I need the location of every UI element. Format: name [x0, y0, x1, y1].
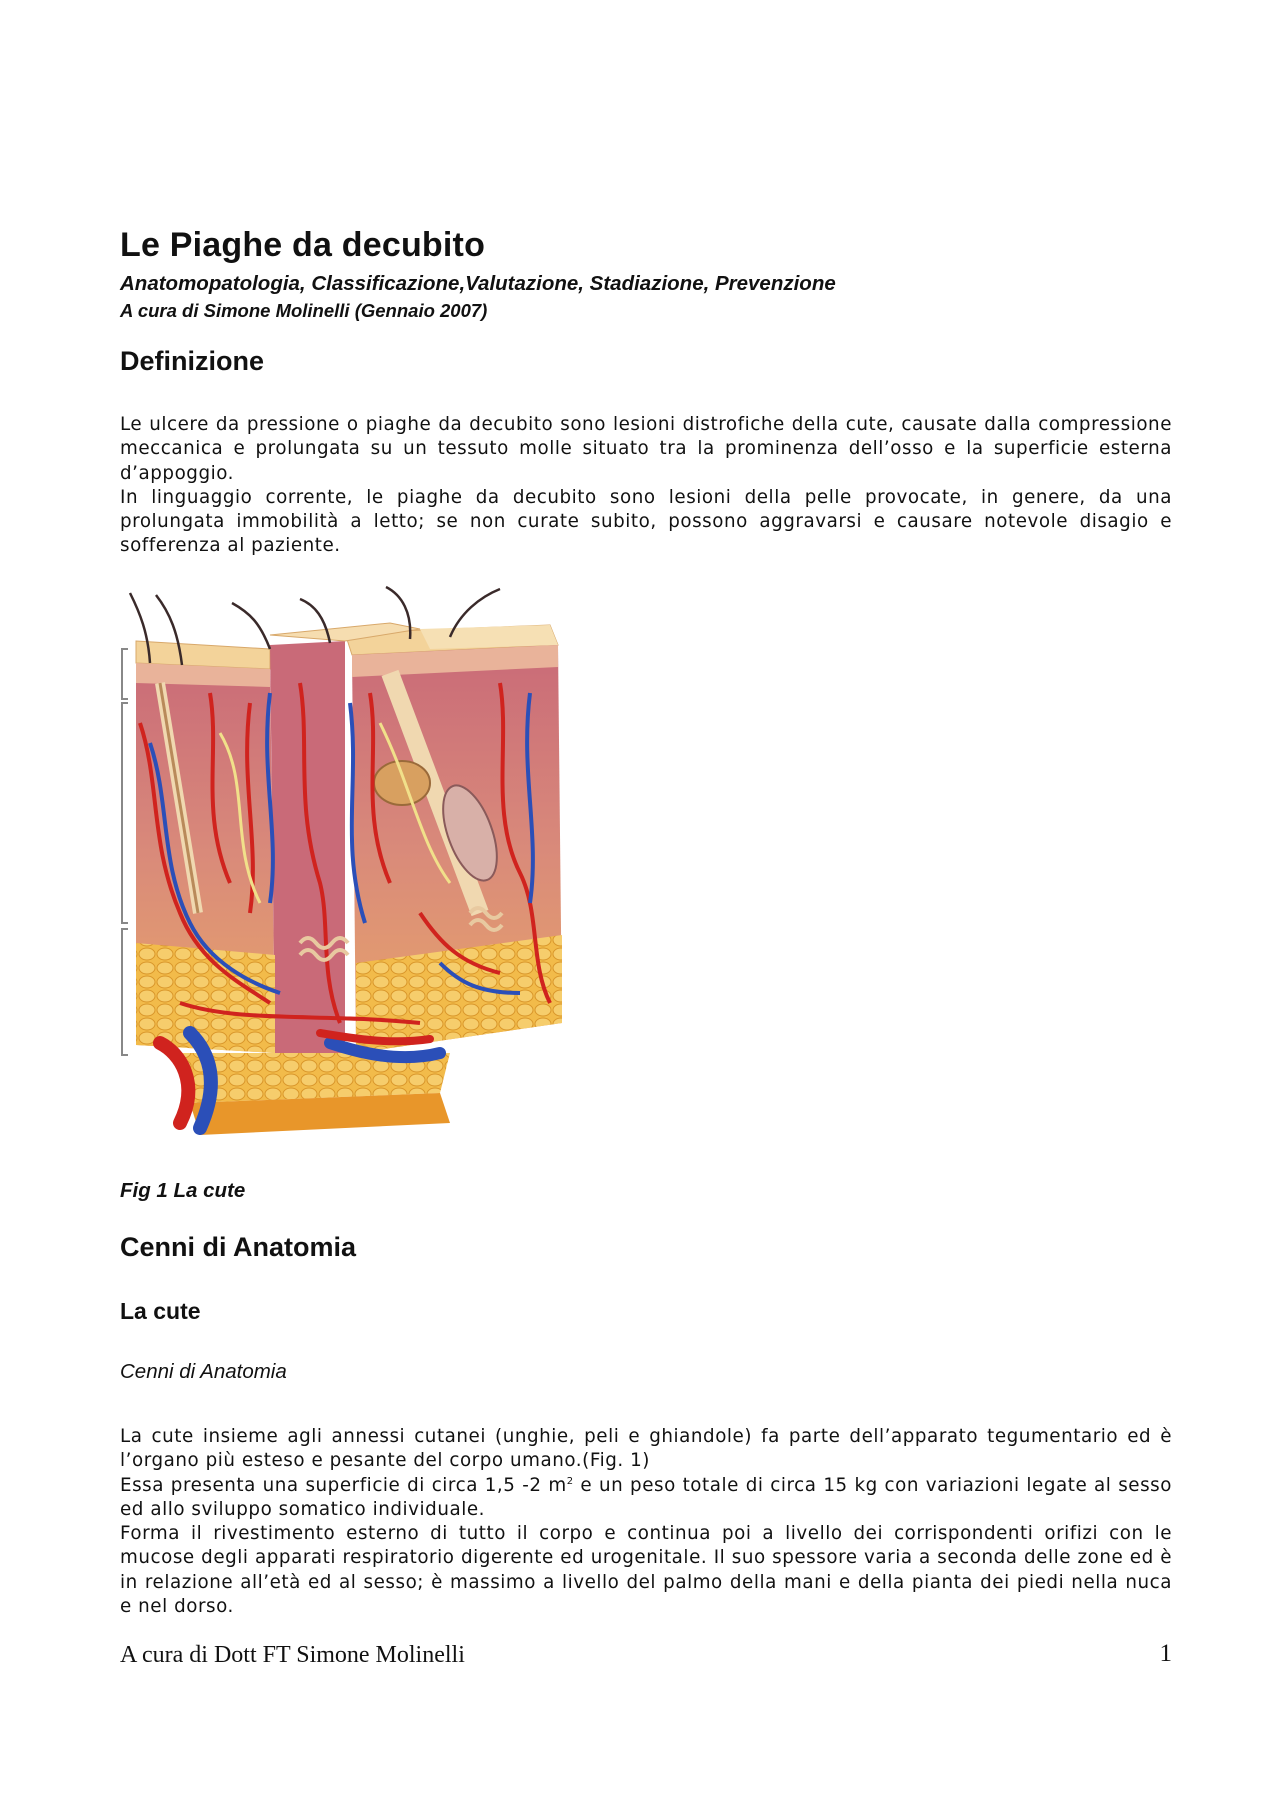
document-title: Le Piaghe da decubito — [120, 226, 486, 264]
superscript: 2 — [566, 1475, 574, 1487]
footer-author: A cura di Dott FT Simone Molinelli — [120, 1642, 465, 1668]
skin-cross-section-icon — [120, 583, 562, 1135]
section-heading-cenni-di-anatomia: Cenni di Anatomia — [120, 1232, 357, 1262]
definizione-paragraph-1: Le ulcere da pressione o piaghe da decubito sono lesioni distrofiche della cute, causate dalla compressione meccanica e prolungata su un tessuto molle situato tra la prominenza dell’osso e la superficie esterna d’appoggio. — [120, 414, 1172, 484]
skin-cross-section-figure — [120, 583, 562, 1135]
anatomia-paragraph-2 — [120, 1474, 1172, 1523]
section-heading-definizione: Definizione — [120, 346, 265, 376]
document-subtitle: Anatomopatologia, Classificazione,Valutazione, Stadiazione, Prevenzione — [120, 272, 836, 295]
anatomia-paragraph-1: La cute insieme agli annessi cutanei (unghie, peli e ghiandole) fa parte dell’apparato tegumentario ed è l’organo più esteso e pesante del corpo umano.(Fig. 1) — [120, 1426, 1172, 1472]
author-line: A cura di Simone Molinelli (Gennaio 2007) — [120, 300, 488, 321]
anatomia-paragraph-3: Forma il rivestimento esterno di tutto il corpo e continua poi a livello dei corrispondenti orifizi con le mucose degli apparati respiratorio digerente ed urogenitale. Il suo spessore varia a seconda delle zone ed è in relazione all’età ed al sesso; è massimo a livello del palmo della mani e della pianta dei piedi nella nuca e nel dorso. — [120, 1523, 1172, 1618]
paragraph-2-after: e un peso totale di circa 15 kg con variazioni legate al sesso ed allo sviluppo somatico individuale. — [120, 1474, 1172, 1520]
definizione-text — [120, 413, 1172, 559]
italic-subheading: Cenni di Anatomia — [120, 1360, 287, 1383]
subsection-heading-la-cute: La cute — [120, 1298, 201, 1324]
page-number: 1 — [1159, 1640, 1172, 1667]
paragraph-2-before: Essa presenta una superficie di circa 1,5 -2 m — [120, 1474, 567, 1496]
anatomia-text — [120, 1425, 1172, 1619]
figure-caption: Fig 1 La cute — [120, 1179, 246, 1202]
document-page — [120, 0, 1172, 1811]
definizione-paragraph-2: In linguaggio corrente, le piaghe da decubito sono lesioni della pelle provocate, in genere, da una prolungata immobilità a letto; se non curate subito, possono aggravarsi e causare notevole disagio e sofferenza al paziente. — [120, 486, 1172, 557]
